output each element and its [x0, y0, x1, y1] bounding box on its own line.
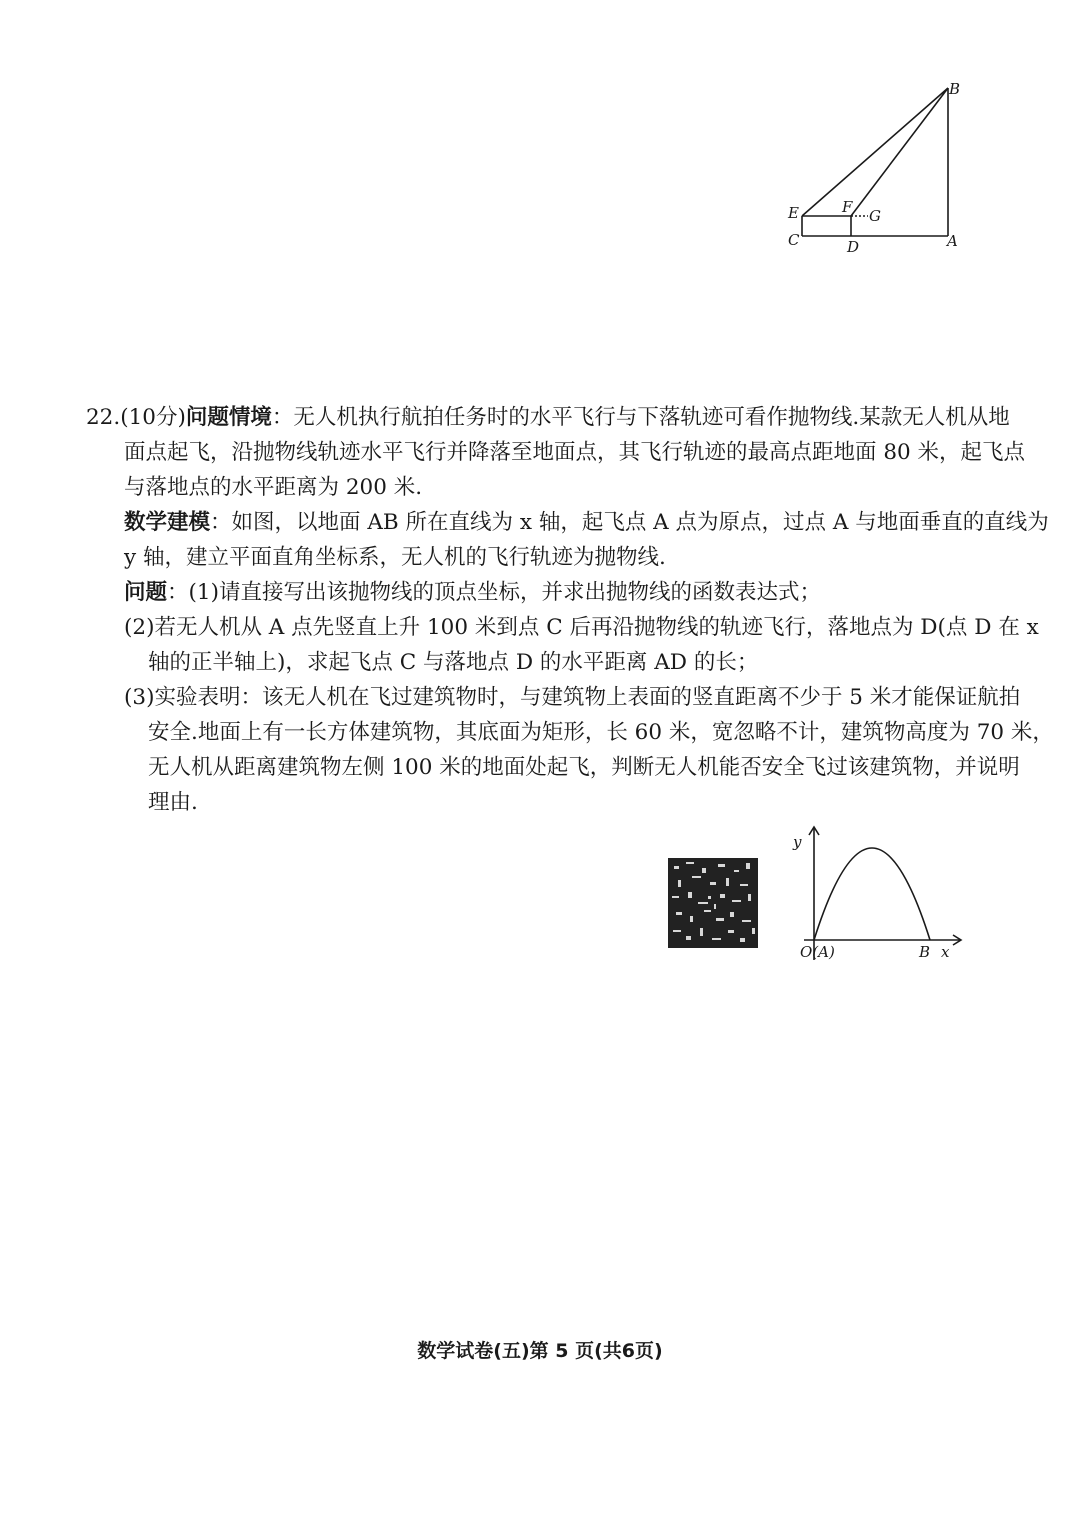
segment-eb: [802, 88, 948, 216]
problem-2-line-1: (2)若无人机从 A 点先竖直上升 100 米到点 C 后再沿抛物线的轨迹飞行，落地点为 D(点 D 在 x: [124, 615, 1039, 640]
problem-heading: 问题: [124, 580, 168, 605]
triangle-figure: [770, 70, 980, 260]
segment-fb: [851, 88, 948, 216]
label-b: B: [949, 80, 961, 98]
parabola-curve: [814, 848, 930, 940]
problem-3-line-3: 无人机从距离建筑物左侧 100 米的地面处起飞，判断无人机能否安全飞过该建筑物，并说明: [148, 755, 1020, 780]
origin-label: O(A): [800, 943, 835, 961]
label-d: D: [847, 238, 860, 256]
label-g: G: [869, 207, 881, 225]
x-axis-label: x: [941, 943, 950, 961]
question-intro: 22.(10分)问题情境：无人机执行航拍任务时的水平飞行与下落轨迹可看作抛物线.某款无人机从地: [86, 405, 1010, 430]
label-f: F: [842, 198, 853, 216]
model-text-2: y 轴，建立平面直角坐标系，无人机的飞行轨迹为抛物线.: [124, 545, 666, 570]
scenario-heading: 问题情境: [185, 405, 272, 430]
intro-text-2: 面点起飞，沿抛物线轨迹水平飞行并降落至地面点，其飞行轨迹的最高点距地面 80 米，起飞点: [124, 440, 1026, 465]
problem-3-line-4: 理由.: [148, 790, 198, 815]
question-score: (10分): [120, 405, 186, 430]
problem-2-line-2: 轴的正半轴上)，求起飞点 C 与落地点 D 的水平距离 AD 的长；: [148, 650, 759, 675]
problem-paragraph: 问题：(1)请直接写出该抛物线的顶点坐标，并求出抛物线的函数表达式；: [124, 580, 821, 605]
qr-code: [668, 858, 758, 948]
question-number: 22.: [86, 405, 121, 430]
parabola-figure: [790, 820, 975, 965]
label-c: C: [788, 231, 800, 249]
problem-3-line-1: (3)实验表明：该无人机在飞过建筑物时，与建筑物上表面的竖直距离不少于 5 米才能保证航拍: [124, 685, 1021, 710]
problem-1: (1)请直接写出该抛物线的顶点坐标，并求出抛物线的函数表达式；: [188, 580, 821, 605]
model-paragraph: 数学建模：如图，以地面 AB 所在直线为 x 轴，起飞点 A 点为原点，过点 A 与地面垂直的直线为: [124, 510, 1049, 535]
intro-text-1: 无人机执行航拍任务时的水平飞行与下落轨迹可看作抛物线.某款无人机从地: [293, 405, 1010, 430]
page-footer: 数学试卷(五)第 5 页(共6页): [417, 1340, 663, 1362]
b-label: B: [919, 943, 931, 961]
label-e: E: [788, 204, 799, 222]
question-22: [86, 400, 1054, 820]
intro-text-3: 与落地点的水平距离为 200 米.: [124, 475, 423, 500]
problem-3-line-2: 安全.地面上有一长方体建筑物，其底面为矩形，长 60 米，宽忽略不计，建筑物高度为 70 米，: [148, 720, 1054, 745]
model-text-1: 如图，以地面 AB 所在直线为 x 轴，起飞点 A 点为原点，过点 A 与地面垂直的直线为: [231, 510, 1049, 535]
model-heading: 数学建模: [124, 510, 211, 535]
label-a: A: [947, 232, 958, 250]
y-axis-label: y: [793, 833, 802, 851]
